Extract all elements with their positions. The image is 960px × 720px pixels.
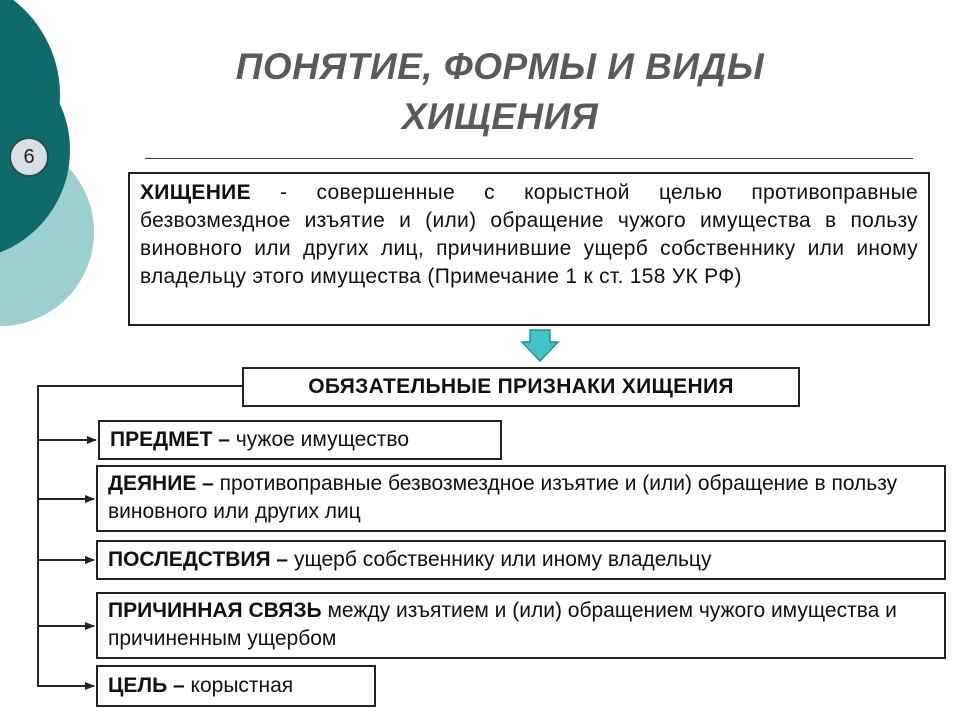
slide-number-badge: 6 [9, 137, 49, 177]
feature-text: противоправные безвозмездное изъятие и (или) обращение в пользу виновного или других лиц [108, 472, 898, 523]
feature-item-causal-link [96, 592, 946, 659]
feature-term: ДЕЯНИЕ – [108, 472, 214, 495]
definition-text: - совершенные с корыстной целью противоправные безвозмездное изъятие и (или) обращение чужого имущества в пользу виновного или других лиц, причинившие ущерб собственнику или иному владельцу этого имущества (Примечание 1 к ст. 158 УК РФ) [140, 181, 918, 288]
feature-item-consequences [96, 540, 946, 580]
feature-item-act [96, 465, 946, 532]
feature-term: ЦЕЛЬ – [108, 674, 185, 697]
feature-item-subject [98, 420, 502, 460]
feature-text: корыстная [184, 674, 294, 697]
feature-text: между изъятием и (или) обращением чужого имущества и причиненным ущербом [108, 599, 897, 650]
definition-term: ХИЩЕНИЕ [140, 181, 251, 204]
feature-term: ПРЕДМЕТ – [110, 428, 230, 451]
feature-term: ПОСЛЕДСТВИЯ – [108, 548, 289, 571]
slide-title-line2: ХИЩЕНИЯ [401, 96, 599, 137]
slide-title-line1: ПОНЯТИЕ, ФОРМЫ И ВИДЫ [235, 46, 765, 87]
feature-text: ущерб собственнику или иному владельцу [288, 548, 712, 571]
feature-text: чужое имущество [229, 428, 410, 451]
feature-term: ПРИЧИННАЯ СВЯЗЬ [108, 599, 322, 622]
feature-item-purpose [96, 665, 376, 707]
features-header: ОБЯЗАТЕЛЬНЫЕ ПРИЗНАКИ ХИЩЕНИЯ [242, 367, 800, 407]
